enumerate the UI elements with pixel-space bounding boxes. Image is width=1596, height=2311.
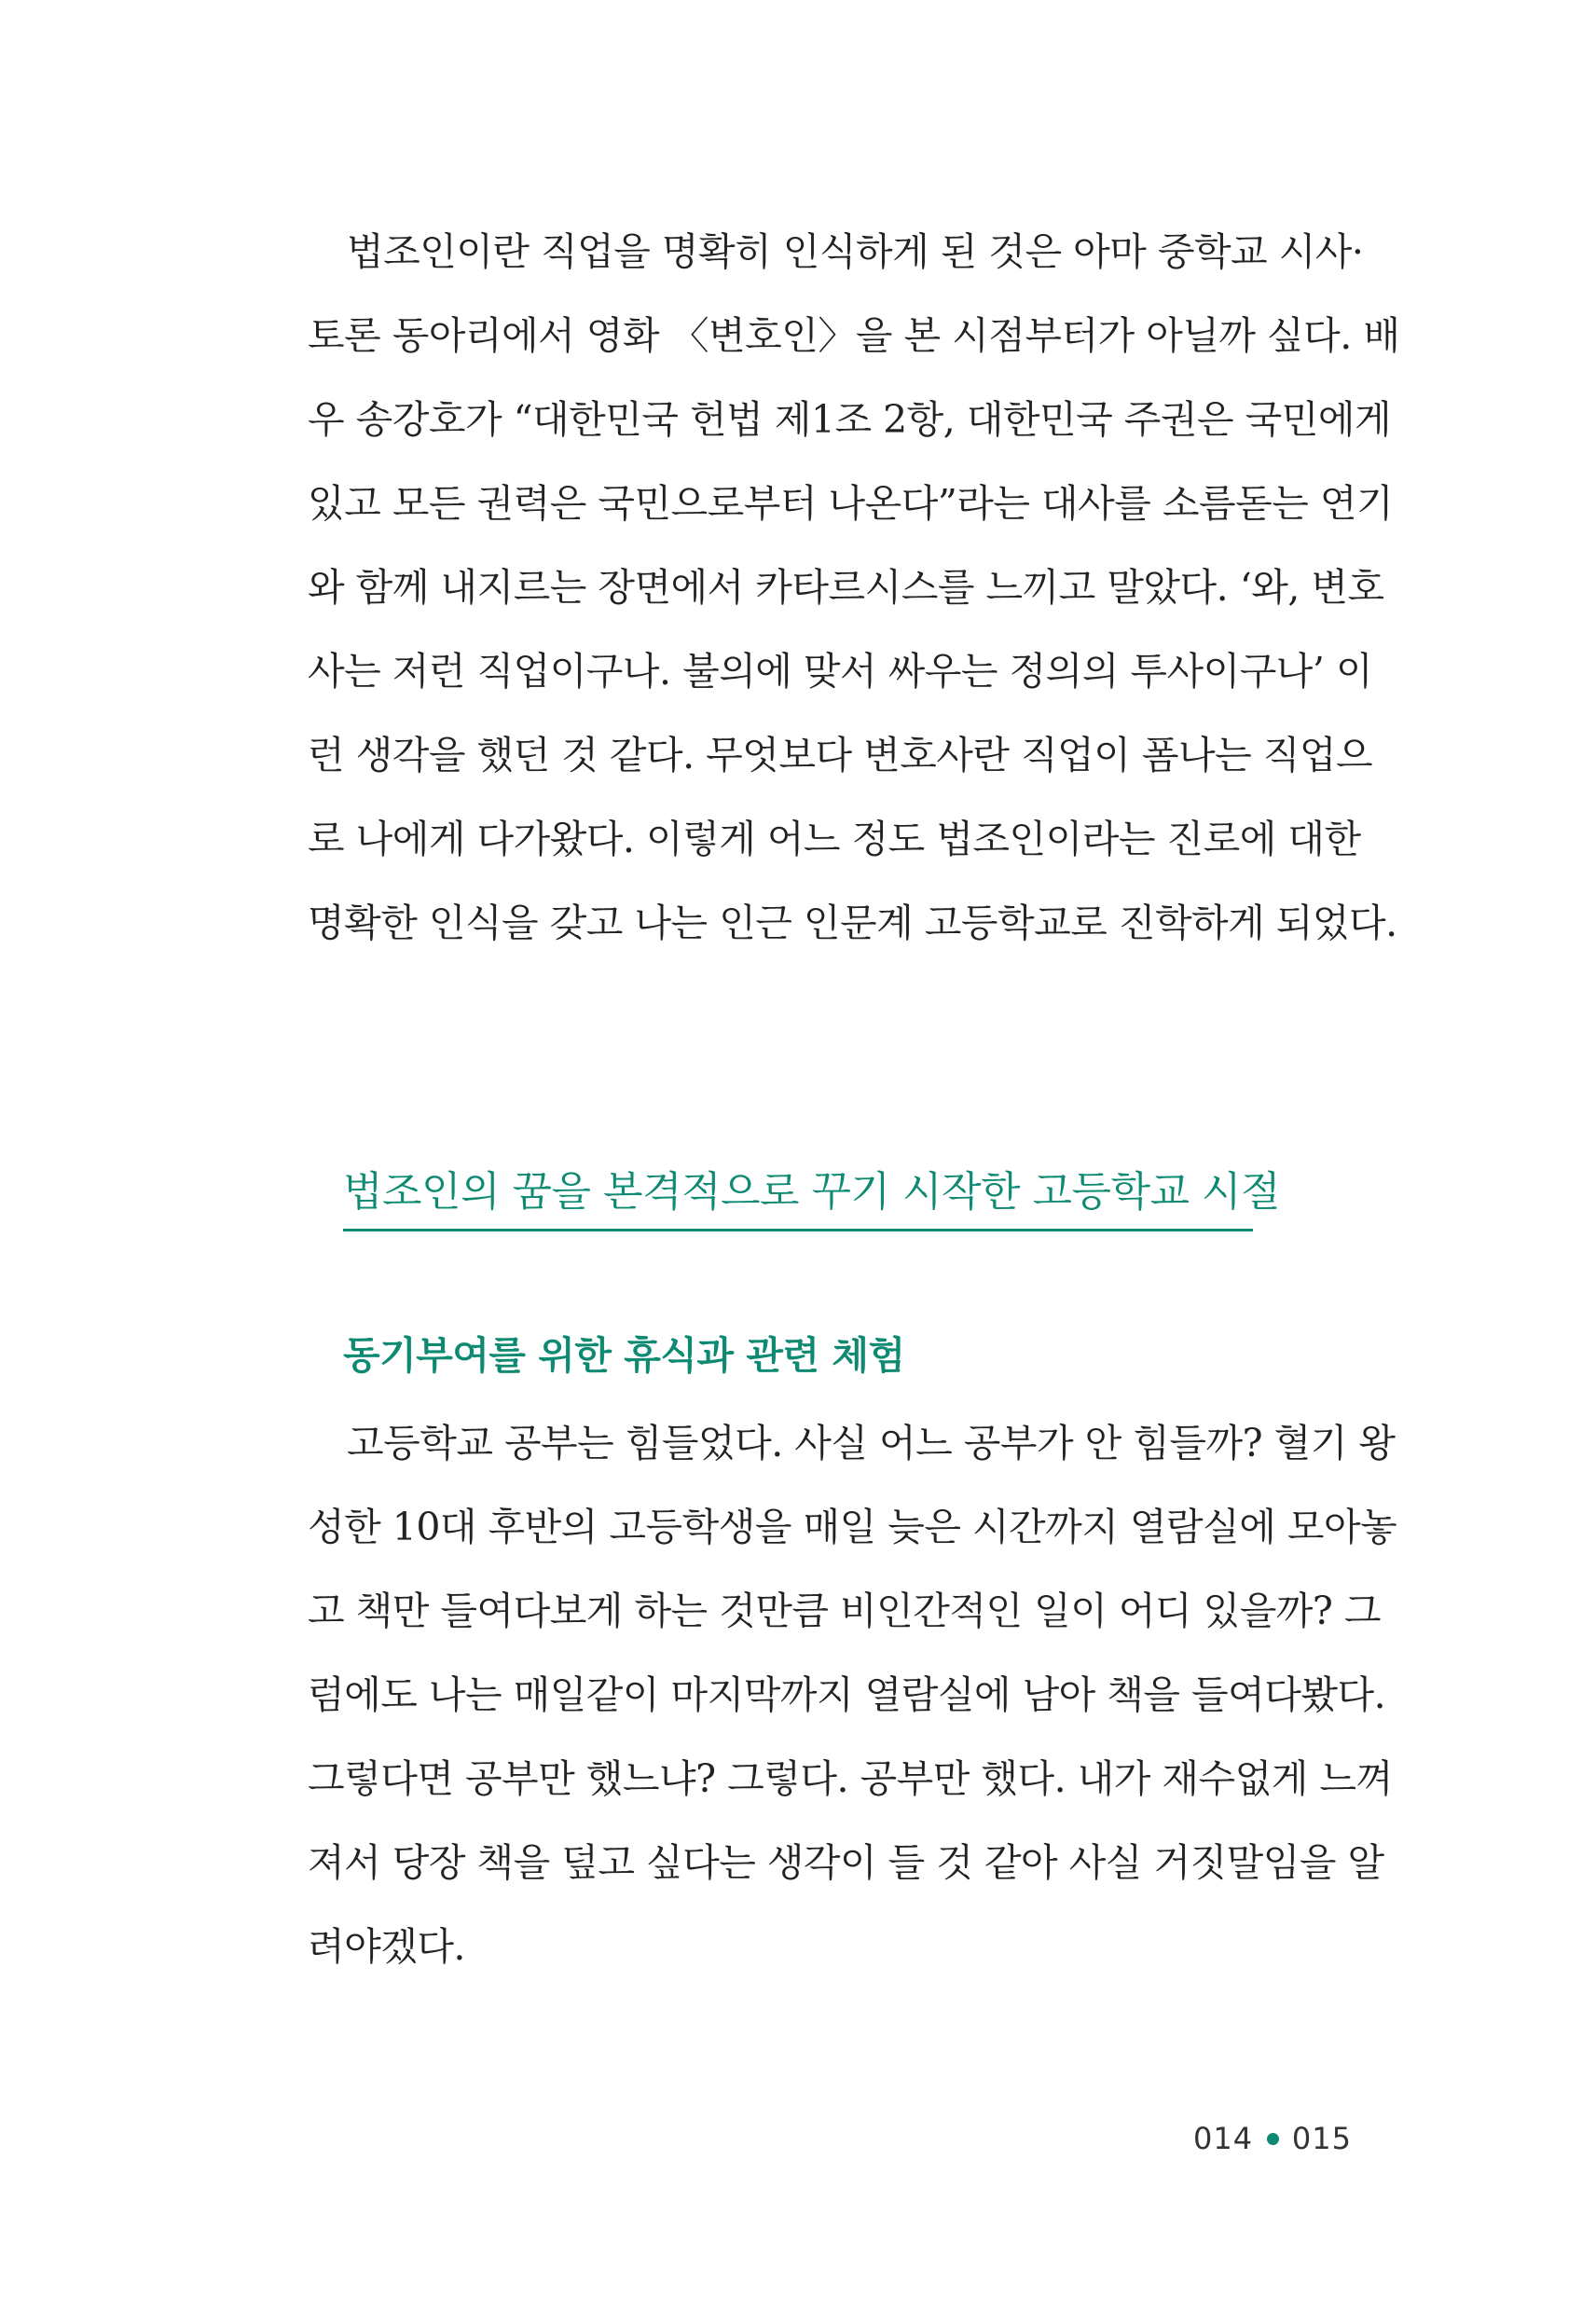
- section-title: 법조인의 꿈을 본격적으로 꾸기 시작한 고등학교 시절: [343, 1163, 1253, 1231]
- paragraph-1-line: 사는 저런 직업이구나. 불의에 맞서 싸우는 정의의 투사이구나’ 이: [308, 649, 1373, 694]
- page-numbers: [1193, 2116, 1352, 2161]
- paragraph-2-line: 져서 당장 책을 덮고 싶다는 생각이 들 것 같아 사실 거짓말임을 알: [308, 1840, 1384, 1885]
- paragraph-2-line: 려야겠다.: [308, 1924, 465, 1969]
- paragraph-1: [308, 224, 1400, 979]
- left-page-number: 014: [1193, 2121, 1254, 2156]
- paragraph-2: [308, 1415, 1397, 2002]
- paragraph-1-line: 토론 동아리에서 영화 〈변호인〉을 본 시점부터가 아닐까 싶다. 배: [308, 313, 1400, 358]
- paragraph-2-line: 고등학교 공부는 힘들었다. 사실 어느 공부가 안 힘들까? 혈기 왕: [347, 1421, 1396, 1465]
- paragraph-2-line: 성한 10대 후반의 고등학생을 매일 늦은 시간까지 열람실에 모아놓: [308, 1505, 1397, 1549]
- paragraph-1-line: 법조인이란 직업을 명확히 인식하게 된 것은 아마 중학교 시사·: [347, 229, 1364, 274]
- paragraph-2-line: 럼에도 나는 매일같이 마지막까지 열람실에 남아 책을 들여다봤다.: [308, 1672, 1386, 1717]
- subsection-title: 동기부여를 위한 휴식과 관련 체험: [343, 1333, 905, 1378]
- paragraph-1-line: 명확한 인식을 갖고 나는 인근 인문계 고등학교로 진학하게 되었다.: [308, 901, 1397, 945]
- paragraph-2-line: 그렇다면 공부만 했느냐? 그렇다. 공부만 했다. 내가 재수없게 느껴: [308, 1756, 1393, 1801]
- paragraph-1-line: 있고 모든 권력은 국민으로부터 나온다”라는 대사를 소름돋는 연기: [308, 481, 1394, 526]
- right-page-number: 015: [1291, 2121, 1352, 2156]
- paragraph-2-line: 고 책만 들여다보게 하는 것만큼 비인간적인 일이 어디 있을까? 그: [308, 1589, 1382, 1633]
- paragraph-1-line: 우 송강호가 “대한민국 헌법 제1조 2항, 대한민국 주권은 국민에게: [308, 397, 1392, 442]
- bullet-dot-icon: [1267, 2133, 1279, 2145]
- paragraph-1-line: 로 나에게 다가왔다. 이렇게 어느 정도 법조인이라는 진로에 대한: [308, 817, 1361, 861]
- paragraph-1-line: 와 함께 내지르는 장면에서 카타르시스를 느끼고 말았다. ‘와, 변호: [308, 565, 1384, 610]
- paragraph-1-line: 런 생각을 했던 것 같다. 무엇보다 변호사란 직업이 폼나는 직업으: [308, 733, 1373, 777]
